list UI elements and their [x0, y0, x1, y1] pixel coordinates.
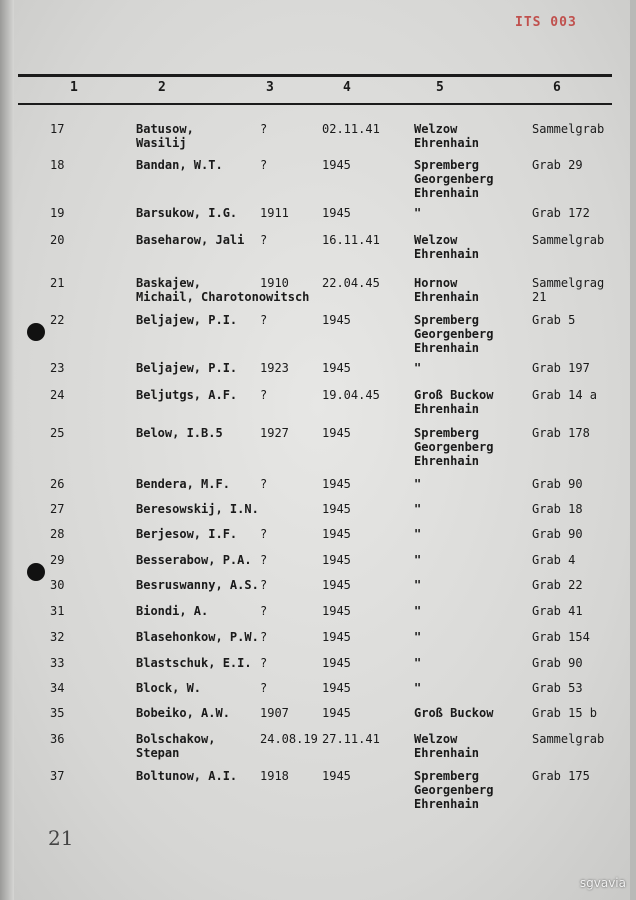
burial-place: Welzow Ehrenhain — [414, 122, 480, 150]
grave-number: Sammelgrab — [532, 122, 605, 136]
burial-place: " — [414, 206, 422, 220]
death-date: 1945 — [322, 769, 351, 783]
death-date: 1945 — [322, 578, 351, 592]
column-header-2: 2 — [158, 80, 166, 95]
person-name: Baseharow, Jali — [136, 233, 245, 247]
burial-place: Spremberg Georgenberg Ehrenhain — [414, 158, 494, 200]
grave-number: Grab 175 — [532, 769, 590, 783]
grave-number: Grab 22 — [532, 578, 583, 592]
row-number: 35 — [50, 706, 65, 720]
death-date: 1945 — [322, 502, 351, 516]
person-name: Besserabow, P.A. — [136, 553, 252, 567]
person-name: Biondi, A. — [136, 604, 209, 618]
person-name: Bandan, W.T. — [136, 158, 223, 172]
person-name: Bolschakow, Stepan — [136, 732, 216, 760]
grave-number: Grab 90 — [532, 527, 583, 541]
death-date: 1945 — [322, 206, 351, 220]
punch-hole-bottom — [27, 563, 45, 581]
birth-year: ? — [260, 681, 268, 695]
birth-year: ? — [260, 527, 268, 541]
birth-year: ? — [260, 388, 268, 402]
row-number: 27 — [50, 502, 65, 516]
scan-edge-right — [630, 0, 636, 900]
watermark: sgvavia — [579, 876, 626, 890]
row-number: 17 — [50, 122, 65, 136]
person-name: Bobeiko, A.W. — [136, 706, 230, 720]
grave-number: Grab 18 — [532, 502, 583, 516]
grave-number: Grab 15 b — [532, 706, 598, 720]
birth-year: ? — [260, 630, 268, 644]
grave-number: Sammelgrab — [532, 233, 605, 247]
death-date: 1945 — [322, 706, 351, 720]
column-header-6: 6 — [553, 80, 561, 95]
burial-place: " — [414, 578, 422, 592]
death-date: 19.04.45 — [322, 388, 380, 402]
burial-place: Spremberg Georgenberg Ehrenhain — [414, 426, 494, 468]
birth-year: ? — [260, 233, 268, 247]
person-name: Beljutgs, A.F. — [136, 388, 238, 402]
burial-place: " — [414, 630, 422, 644]
person-name: Bendera, M.F. — [136, 477, 230, 491]
person-name: Beljajew, P.I. — [136, 361, 238, 375]
birth-year: 1910 — [260, 276, 289, 290]
birth-year: ? — [260, 553, 268, 567]
row-number: 22 — [50, 313, 65, 327]
row-number: 23 — [50, 361, 65, 375]
death-date: 1945 — [322, 656, 351, 670]
death-date: 1945 — [322, 681, 351, 695]
row-number: 20 — [50, 233, 65, 247]
row-number: 21 — [50, 276, 65, 290]
death-date: 02.11.41 — [322, 122, 380, 136]
birth-year: 1918 — [260, 769, 289, 783]
grave-number: Grab 41 — [532, 604, 583, 618]
person-name: Below, I.B.5 — [136, 426, 223, 440]
burial-place: Groß Buckow Ehrenhain — [414, 388, 494, 416]
death-date: 22.04.45 — [322, 276, 380, 290]
burial-place: Groß Buckow — [414, 706, 494, 720]
burial-place: " — [414, 604, 422, 618]
death-date: 1945 — [322, 477, 351, 491]
grave-number: Grab 154 — [532, 630, 590, 644]
person-name: Blastschuk, E.I. — [136, 656, 252, 670]
burial-place: " — [414, 681, 422, 695]
death-date: 1945 — [322, 553, 351, 567]
death-date: 1945 — [322, 361, 351, 375]
person-name: Beljajew, P.I. — [136, 313, 238, 327]
header-rule-top — [18, 74, 612, 77]
burial-place: " — [414, 553, 422, 567]
row-number: 19 — [50, 206, 65, 220]
birth-year: ? — [260, 604, 268, 618]
birth-year: 1927 — [260, 426, 289, 440]
row-number: 28 — [50, 527, 65, 541]
burial-place: " — [414, 361, 422, 375]
grave-number: Grab 14 a — [532, 388, 598, 402]
row-number: 30 — [50, 578, 65, 592]
birth-year: ? — [260, 477, 268, 491]
grave-number: Sammelgrab — [532, 732, 605, 746]
row-number: 24 — [50, 388, 65, 402]
birth-year: ? — [260, 578, 268, 592]
burial-place: Welzow Ehrenhain — [414, 732, 480, 760]
birth-year: ? — [260, 158, 268, 172]
person-name: Batusow, Wasilij — [136, 122, 194, 150]
column-header-5: 5 — [436, 80, 444, 95]
person-name: Baskajew, Michail, Charotonowitsch — [136, 276, 310, 304]
grave-number: Grab 29 — [532, 158, 583, 172]
row-number: 26 — [50, 477, 65, 491]
grave-number: Grab 90 — [532, 656, 583, 670]
person-name: Berjesow, I.F. — [136, 527, 238, 541]
grave-number: Grab 172 — [532, 206, 590, 220]
punch-hole-top — [27, 323, 45, 341]
death-date: 16.11.41 — [322, 233, 380, 247]
person-name: Beresowskij, I.N. — [136, 502, 259, 516]
burial-place: Spremberg Georgenberg Ehrenhain — [414, 769, 494, 811]
death-date: 1945 — [322, 527, 351, 541]
row-number: 25 — [50, 426, 65, 440]
person-name: Block, W. — [136, 681, 202, 695]
row-number: 32 — [50, 630, 65, 644]
grave-number: Sammelgrag 21 — [532, 276, 605, 304]
person-name: Barsukow, I.G. — [136, 206, 238, 220]
grave-number: Grab 5 — [532, 313, 576, 327]
burial-place: Welzow Ehrenhain — [414, 233, 480, 261]
birth-year: 1923 — [260, 361, 289, 375]
burial-place: " — [414, 477, 422, 491]
handwritten-page-mark: 21 — [48, 826, 74, 850]
header-rule-bottom — [18, 103, 612, 105]
person-name: Blasehonkow, P.W. — [136, 630, 259, 644]
birth-year: 1911 — [260, 206, 289, 220]
grave-number: Grab 178 — [532, 426, 590, 440]
death-date: 1945 — [322, 426, 351, 440]
death-date: 1945 — [322, 604, 351, 618]
column-header-3: 3 — [266, 80, 274, 95]
birth-year: 24.08.19 — [260, 732, 318, 746]
birth-year: 1907 — [260, 706, 289, 720]
death-date: 27.11.41 — [322, 732, 380, 746]
row-number: 37 — [50, 769, 65, 783]
death-date: 1945 — [322, 158, 351, 172]
burial-place: " — [414, 502, 422, 516]
person-name: Besruswanny, A.S. — [136, 578, 259, 592]
birth-year: ? — [260, 122, 268, 136]
grave-number: Grab 90 — [532, 477, 583, 491]
row-number: 31 — [50, 604, 65, 618]
burial-place: " — [414, 656, 422, 670]
column-header-4: 4 — [343, 80, 351, 95]
column-header-1: 1 — [70, 80, 78, 95]
death-date: 1945 — [322, 630, 351, 644]
grave-number: Grab 197 — [532, 361, 590, 375]
archive-stamp: ITS 003 — [515, 15, 577, 30]
person-name: Boltunow, A.I. — [136, 769, 238, 783]
grave-number: Grab 53 — [532, 681, 583, 695]
row-number: 33 — [50, 656, 65, 670]
row-number: 34 — [50, 681, 65, 695]
burial-place: " — [414, 527, 422, 541]
row-number: 29 — [50, 553, 65, 567]
row-number: 18 — [50, 158, 65, 172]
death-date: 1945 — [322, 313, 351, 327]
burial-place: Hornow Ehrenhain — [414, 276, 480, 304]
scan-edge-left — [0, 0, 14, 900]
birth-year: ? — [260, 313, 268, 327]
birth-year: ? — [260, 656, 268, 670]
grave-number: Grab 4 — [532, 553, 576, 567]
burial-place: Spremberg Georgenberg Ehrenhain — [414, 313, 494, 355]
row-number: 36 — [50, 732, 65, 746]
